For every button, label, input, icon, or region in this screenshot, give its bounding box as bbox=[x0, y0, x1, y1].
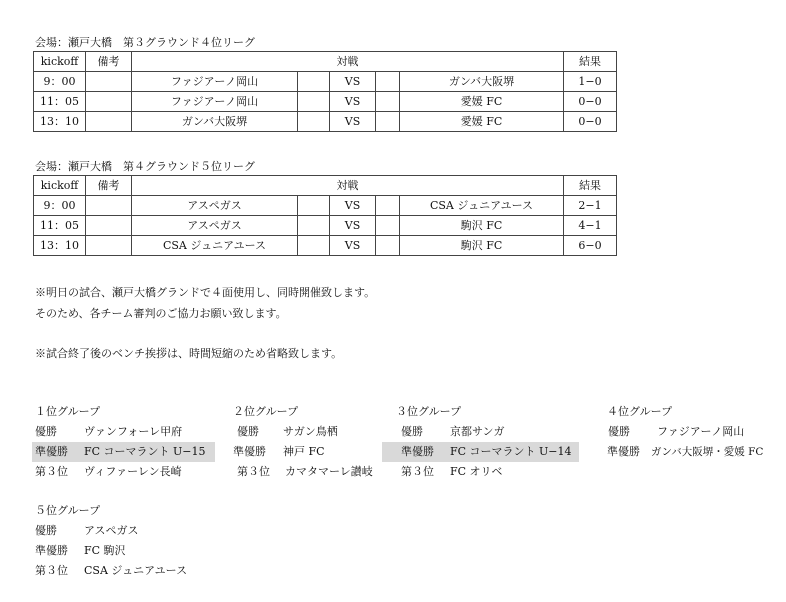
table-row bbox=[34, 92, 617, 112]
kickoff-time: 13：10 bbox=[34, 236, 86, 256]
spacer-cell bbox=[376, 236, 400, 256]
group-2 bbox=[233, 402, 383, 482]
team-name: サガン鳥栖 bbox=[283, 425, 338, 438]
header-note: 備考 bbox=[86, 52, 132, 72]
group-title: ２位グループ bbox=[233, 405, 299, 418]
kickoff-time: 9：00 bbox=[34, 72, 86, 92]
vs-label: VS bbox=[330, 196, 376, 216]
rank-label: 準優勝 bbox=[35, 445, 68, 458]
rank-label: 準優勝 bbox=[607, 445, 640, 458]
group-5 bbox=[35, 501, 235, 581]
spacer-cell bbox=[298, 92, 330, 112]
home-team: アスペガス bbox=[132, 216, 298, 236]
group-row-champion bbox=[35, 521, 235, 541]
table-row bbox=[34, 72, 617, 92]
spacer-cell bbox=[376, 216, 400, 236]
spacer-cell bbox=[298, 112, 330, 132]
rank-label: 優勝 bbox=[35, 524, 57, 537]
team-name: FC コーマラント U−14 bbox=[450, 445, 572, 458]
rank-label: 優勝 bbox=[237, 425, 259, 438]
table-header-row bbox=[34, 176, 617, 196]
group-row-champion bbox=[233, 422, 383, 442]
note-line-1: ※明日の試合、瀬戸大橋グランドで４面使用し、同時開催致します。 bbox=[35, 286, 376, 299]
team-name: ファジアーノ岡山 bbox=[657, 425, 745, 438]
spacer-cell bbox=[298, 196, 330, 216]
team-name: FC コーマラント U−15 bbox=[84, 445, 206, 458]
home-team: アスペガス bbox=[132, 196, 298, 216]
match-result: 2−1 bbox=[564, 196, 617, 216]
group-row-runner-up bbox=[382, 442, 579, 462]
header-match: 対戦 bbox=[132, 52, 564, 72]
group-row-champion bbox=[35, 422, 227, 442]
vs-label: VS bbox=[330, 236, 376, 256]
spacer-cell bbox=[376, 72, 400, 92]
match-result: 4−1 bbox=[564, 216, 617, 236]
match-result: 0−0 bbox=[564, 92, 617, 112]
rank-label: 準優勝 bbox=[35, 544, 68, 557]
vs-label: VS bbox=[330, 216, 376, 236]
spacer-cell bbox=[298, 236, 330, 256]
away-team: 愛媛 FC bbox=[400, 92, 564, 112]
group-row-runner-up bbox=[607, 442, 783, 462]
header-match: 対戦 bbox=[132, 176, 564, 196]
rank-label: 優勝 bbox=[608, 425, 630, 438]
away-team: ガンバ大阪堺 bbox=[400, 72, 564, 92]
home-team: ガンバ大阪堺 bbox=[132, 112, 298, 132]
rank-label: 優勝 bbox=[35, 425, 57, 438]
group-row-third bbox=[233, 462, 383, 482]
header-result: 結果 bbox=[564, 52, 617, 72]
group-row-third bbox=[35, 462, 227, 482]
home-team: CSA ジュニアユース bbox=[132, 236, 298, 256]
rank-label: 準優勝 bbox=[401, 445, 434, 458]
group-row-third bbox=[396, 462, 586, 482]
vs-label: VS bbox=[330, 92, 376, 112]
kickoff-time: 11：05 bbox=[34, 92, 86, 112]
vs-label: VS bbox=[330, 72, 376, 92]
kickoff-time: 13：10 bbox=[34, 112, 86, 132]
group-title: ５位グループ bbox=[35, 504, 101, 517]
rank-label: 準優勝 bbox=[233, 445, 266, 458]
away-team: CSA ジュニアユース bbox=[400, 196, 564, 216]
group-row-champion bbox=[607, 422, 783, 442]
group-row-runner-up bbox=[35, 541, 235, 561]
away-team: 駒沢 FC bbox=[400, 216, 564, 236]
venue-title-1: 会場：瀬戸大橋 第３グラウンド４位リーグ bbox=[35, 36, 255, 49]
spacer-cell bbox=[376, 112, 400, 132]
spacer-cell bbox=[298, 72, 330, 92]
note-line-3: ※試合終了後のベンチ挨拶は、時間短縮のため省略致します。 bbox=[35, 347, 343, 360]
group-title: １位グループ bbox=[35, 405, 101, 418]
match-result: 6−0 bbox=[564, 236, 617, 256]
away-team: 駒沢 FC bbox=[400, 236, 564, 256]
away-team: 愛媛 FC bbox=[400, 112, 564, 132]
team-name: 神戸 FC bbox=[283, 445, 325, 458]
team-name: ヴィファーレン長崎 bbox=[84, 465, 182, 478]
group-row-runner-up bbox=[32, 442, 215, 462]
kickoff-time: 9：00 bbox=[34, 196, 86, 216]
note-cell bbox=[86, 196, 132, 216]
team-name: CSA ジュニアユース bbox=[84, 564, 188, 577]
group-title: ３位グループ bbox=[396, 405, 462, 418]
note-cell bbox=[86, 92, 132, 112]
group-4 bbox=[607, 402, 783, 462]
note-cell bbox=[86, 236, 132, 256]
header-kickoff: kickoff bbox=[34, 52, 86, 72]
team-name: ガンバ大阪堺・愛媛 FC bbox=[651, 446, 764, 458]
match-result: 0−0 bbox=[564, 112, 617, 132]
team-name: 京都サンガ bbox=[450, 425, 505, 438]
vs-label: VS bbox=[330, 112, 376, 132]
rank-label: 優勝 bbox=[401, 425, 423, 438]
team-name: FC オリベ bbox=[450, 465, 503, 478]
match-result: 1−0 bbox=[564, 72, 617, 92]
team-name: アスペガス bbox=[84, 524, 139, 537]
note-cell bbox=[86, 216, 132, 236]
group-3 bbox=[396, 402, 586, 482]
spacer-cell bbox=[376, 92, 400, 112]
rank-label: 第３位 bbox=[401, 465, 434, 478]
schedule-table-2 bbox=[33, 175, 617, 256]
group-1 bbox=[35, 402, 227, 482]
table-row bbox=[34, 112, 617, 132]
home-team: ファジアーノ岡山 bbox=[132, 92, 298, 112]
table-header-row bbox=[34, 52, 617, 72]
spacer-cell bbox=[376, 196, 400, 216]
rank-label: 第３位 bbox=[237, 465, 270, 478]
team-name: カマタマーレ讃岐 bbox=[285, 465, 373, 478]
team-name: ヴァンフォーレ甲府 bbox=[84, 425, 183, 438]
table-row bbox=[34, 216, 617, 236]
group-row-third bbox=[35, 561, 235, 581]
schedule-table-1 bbox=[33, 51, 617, 132]
venue-title-2: 会場：瀬戸大橋 第４グラウンド５位リーグ bbox=[35, 160, 255, 173]
home-team: ファジアーノ岡山 bbox=[132, 72, 298, 92]
note-cell bbox=[86, 72, 132, 92]
table-row bbox=[34, 236, 617, 256]
note-line-2: そのため、各チーム審判のご協力お願い致します。 bbox=[35, 307, 287, 320]
group-title: ４位グループ bbox=[607, 405, 673, 418]
group-row-runner-up bbox=[233, 442, 383, 462]
header-kickoff: kickoff bbox=[34, 176, 86, 196]
header-result: 結果 bbox=[564, 176, 617, 196]
rank-label: 第３位 bbox=[35, 465, 68, 478]
group-row-champion bbox=[396, 422, 586, 442]
header-note: 備考 bbox=[86, 176, 132, 196]
rank-label: 第３位 bbox=[35, 564, 68, 577]
team-name: FC 駒沢 bbox=[84, 544, 126, 557]
kickoff-time: 11：05 bbox=[34, 216, 86, 236]
table-row bbox=[34, 196, 617, 216]
note-cell bbox=[86, 112, 132, 132]
spacer-cell bbox=[298, 216, 330, 236]
